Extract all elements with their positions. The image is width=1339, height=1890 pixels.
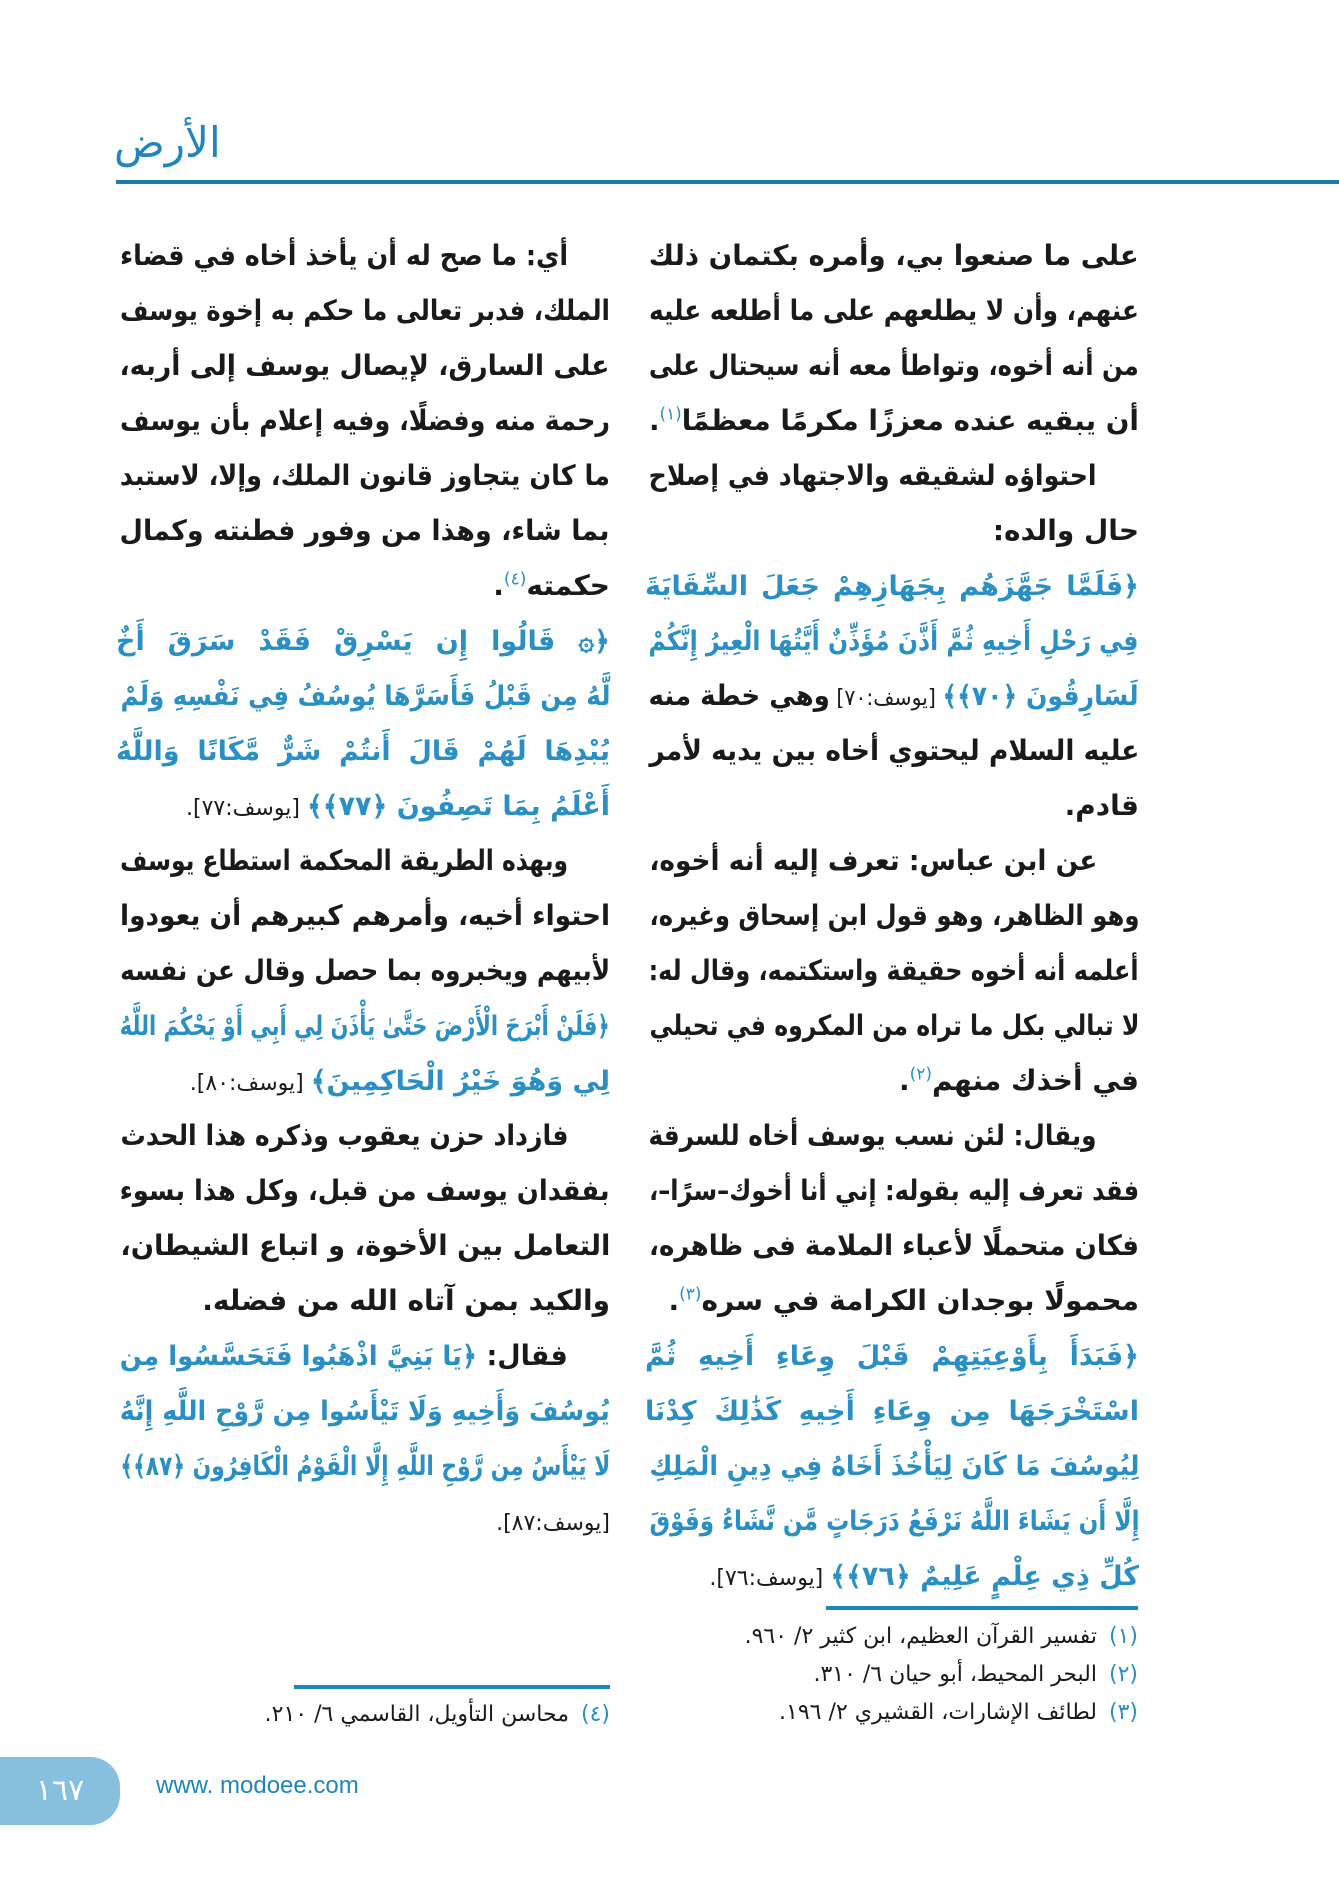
body-text: من أنه أخوه، وتواطأ معه أنه سيحتال على xyxy=(649,349,1139,382)
body-text: . xyxy=(898,1064,910,1097)
line-content xyxy=(649,448,1097,503)
text-line xyxy=(645,228,1139,283)
body-text: فقال: xyxy=(477,1339,568,1372)
text-line xyxy=(645,888,1139,943)
body-text: وهو الظاهر، وهو قول ابن إسحاق وغيره، xyxy=(648,899,1139,932)
quran-text: ﴿يَا بَنِيَّ اذْهَبُوا فَتَحَسَّسُوا مِن xyxy=(119,1341,478,1372)
line-content xyxy=(649,1438,1139,1494)
body-text: بفقدان يوسف من قبل، وكل هذا بسوء xyxy=(119,1174,610,1207)
text-line xyxy=(645,283,1139,338)
text-line xyxy=(116,503,610,558)
text-line xyxy=(116,558,610,613)
text-line xyxy=(645,1108,1139,1163)
footnote xyxy=(116,1696,610,1734)
body-text: محمولًا بوجدان الكرامة في سره xyxy=(701,1284,1139,1317)
text-line xyxy=(116,1493,610,1548)
quran-text: لَا يَيْأَسُ مِن رَّوْحِ اللَّهِ إِلَّا الْقَوْمُ الْكَافِرُونَ ﴿٨٧﴾﴾ xyxy=(119,1451,610,1482)
body-text: أعلمه أنه أخوه حقيقة واستكتمه، وقال له: xyxy=(649,954,1139,987)
text-line xyxy=(645,558,1139,613)
footnote-number: (٢) xyxy=(1108,1662,1138,1687)
line-content xyxy=(120,668,610,724)
footnote-number: (٤) xyxy=(580,1702,610,1727)
body-text: في أخذك منهم xyxy=(932,1064,1139,1097)
quran-text: كُلِّ ذِي عِلْمٍ عَلِيمٌ ﴿٧٦﴾﴾ xyxy=(830,1561,1139,1592)
text-line xyxy=(116,833,610,888)
footnote-text: تفسير القرآن العظيم، ابن كثير ٢/ ٩٦٠. xyxy=(744,1624,1097,1649)
footnote-text: البحر المحيط، أبو حيان ٦/ ٣١٠. xyxy=(813,1662,1097,1687)
body-text: عنهم، وأن لا يطلعهم على ما أطلعه عليه xyxy=(649,294,1139,327)
text-line xyxy=(116,1108,610,1163)
body-text: . xyxy=(668,1284,680,1317)
text-line xyxy=(645,943,1139,998)
text-line xyxy=(645,1163,1139,1218)
body-text: التعامل بين الأخوة، و اتباع الشيطان، xyxy=(119,1229,610,1262)
footnote-marker: (١) xyxy=(659,404,682,425)
footnote-separator xyxy=(294,1685,610,1689)
page-title: الأرض xyxy=(114,118,221,167)
line-content xyxy=(649,998,1139,1053)
quran-text: لَّهُ مِن قَبْلُ فَأَسَرَّهَا يُوسُفُ فِي نَفْسِهِ وَلَمْ xyxy=(120,681,610,712)
footnote-marker: (٣) xyxy=(679,1284,702,1305)
text-line xyxy=(645,778,1139,833)
line-content xyxy=(649,668,1139,726)
body-text: على ما صنعوا بي، وأمره بكتمان ذلك xyxy=(649,239,1139,272)
line-content xyxy=(649,833,1097,888)
footnote xyxy=(640,1618,1138,1656)
quran-verse-line xyxy=(645,1438,1139,1493)
body-text: والكيد بمن آتاه الله من فضله. xyxy=(202,1284,610,1317)
website-link[interactable]: www. modoee.com xyxy=(156,1772,359,1799)
body-text: . xyxy=(649,404,660,437)
text-line xyxy=(645,1053,1139,1108)
line-content xyxy=(649,723,1139,778)
line-content xyxy=(120,283,610,338)
line-content xyxy=(120,1383,610,1439)
body-text: حال والده: xyxy=(992,514,1139,547)
text-line xyxy=(645,613,1139,668)
line-content xyxy=(120,1438,610,1494)
footnote-text: لطائف الإشارات، القشيري ٢/ ١٩٦. xyxy=(779,1700,1097,1725)
body-text: حكمته xyxy=(526,569,610,602)
body-text: على السارق، لإيصال يوسف إلى أربه، xyxy=(119,349,610,382)
quran-verse-line xyxy=(645,1328,1139,1383)
body-text: لا تبالي بكل ما تراه من المكروه في تحيلي xyxy=(649,1009,1139,1042)
verse-reference: [يوسف:٨٠]. xyxy=(189,1071,311,1096)
line-content xyxy=(649,1218,1139,1273)
quran-text: ﴿۞ قَالُوا إِن يَسْرِقْ فَقَدْ سَرَقَ أَخٌ xyxy=(116,626,610,657)
quran-text: لِيُوسُفَ مَا كَانَ لِيَأْخُذَ أَخَاهُ فِي دِينِ الْمَلِكِ xyxy=(649,1451,1139,1482)
quran-text: أَعْلَمُ بِمَا تَصِفُونَ ﴿٧٧﴾﴾ xyxy=(306,791,610,822)
line-content xyxy=(120,1163,610,1218)
text-line xyxy=(645,998,1139,1053)
verse-reference: [يوسف:٧٠] xyxy=(830,686,943,711)
body-text: أي: ما صح له أن يأخذ أخاه في قضاء xyxy=(120,239,568,272)
quran-verse-line xyxy=(116,778,610,833)
body-text: بما شاء، وهذا من وفور فطنته وكمال xyxy=(120,514,610,547)
body-text: رحمة منه وفضلًا، وفيه إعلام بأن يوسف xyxy=(120,404,610,437)
right-column xyxy=(645,228,1139,1603)
footnote-marker: (٤) xyxy=(503,569,527,590)
quran-verse-line xyxy=(116,723,610,778)
left-column xyxy=(116,228,610,1548)
line-content xyxy=(120,503,610,558)
line-content xyxy=(649,888,1139,943)
line-content xyxy=(120,1108,568,1163)
body-text: احتواء أخيه، وأمرهم كبيرهم أن يعودوا xyxy=(120,899,610,932)
footnote-number: (٣) xyxy=(1108,1700,1138,1725)
line-content xyxy=(120,833,568,888)
text-line xyxy=(645,833,1139,888)
quran-text: لِي وَهُوَ خَيْرُ الْحَاكِمِينَ﴾ xyxy=(310,1066,610,1097)
text-line xyxy=(645,668,1139,723)
body-text: وهي خطة منه xyxy=(649,679,831,712)
text-line xyxy=(116,1328,610,1383)
footnote-text: محاسن التأويل، القاسمي ٦/ ٢١٠. xyxy=(264,1702,569,1727)
footnote-separator xyxy=(826,1606,1138,1610)
line-content xyxy=(649,1108,1097,1163)
footnote xyxy=(640,1694,1138,1732)
quran-verse-line xyxy=(116,1053,610,1108)
body-text: لأبيهم ويخبروه بما حصل وقال عن نفسه xyxy=(120,954,610,987)
quran-verse-line xyxy=(645,1493,1139,1548)
footnote xyxy=(640,1656,1138,1694)
body-text: . xyxy=(493,569,504,602)
text-line xyxy=(116,1383,610,1438)
footnotes-right xyxy=(640,1618,1138,1732)
quran-text: اسْتَخْرَجَهَا مِن وِعَاءِ أَخِيهِ كَذَٰلِكَ كِدْنَا xyxy=(645,1396,1139,1427)
body-text: عن ابن عباس: تعرف إليه أنه أخوه، xyxy=(648,844,1097,877)
text-line xyxy=(645,503,1139,558)
text-line xyxy=(645,338,1139,393)
line-content xyxy=(120,228,568,283)
body-text: فقد تعرف إليه بقوله: إني أنا أخوك–سرًا–، xyxy=(649,1174,1139,1207)
line-content xyxy=(120,998,610,1054)
line-content xyxy=(120,393,610,448)
line-content xyxy=(120,1328,568,1384)
quran-verse-line xyxy=(645,1383,1139,1438)
text-line xyxy=(645,393,1139,448)
body-text: الملك، فدبر تعالى ما حكم به إخوة يوسف xyxy=(119,294,610,327)
body-text: عليه السلام ليحتوي أخاه بين يديه لأمر xyxy=(648,734,1139,767)
body-text: أن يبقيه عنده معززًا مكرمًا معظمًا xyxy=(681,404,1139,437)
line-content xyxy=(649,943,1139,998)
line-content xyxy=(120,338,610,393)
text-line xyxy=(116,393,610,448)
header-rule xyxy=(116,180,1339,184)
quran-text: ﴿فَبَدَأَ بِأَوْعِيَتِهِمْ قَبْلَ وِعَاءِ أَخِيهِ ثُمَّ xyxy=(645,1341,1139,1372)
text-line xyxy=(645,1273,1139,1328)
line-content xyxy=(649,338,1139,393)
text-line xyxy=(116,448,610,503)
text-line xyxy=(116,1438,610,1493)
body-text: ما كان يتجاوز قانون الملك، وإلا، لاستبد xyxy=(119,459,610,492)
verse-reference: [يوسف:٧٧]. xyxy=(186,796,307,821)
line-content xyxy=(120,888,610,943)
body-text: قادم. xyxy=(1064,789,1139,822)
quran-text: ﴿فَلَمَّا جَهَّزَهُم بِجَهَازِهِمْ جَعَلَ السِّقَايَةَ xyxy=(645,571,1139,602)
quran-text: يُوسُفَ وَأَخِيهِ وَلَا تَيْأَسُوا مِن رَّوْحِ اللَّهِ إِنَّهُ xyxy=(119,1396,610,1427)
quran-verse-line xyxy=(116,613,610,668)
quran-text: إِلَّا أَن يَشَاءَ اللَّهُ نَرْفَعُ دَرَجَاتٍ مَّن نَّشَاءُ وَفَوْقَ xyxy=(649,1506,1139,1537)
line-content xyxy=(649,1163,1139,1218)
quran-verse-line xyxy=(116,668,610,723)
text-line xyxy=(116,283,610,338)
verse-reference: [يوسف:٧٦]. xyxy=(709,1566,831,1591)
text-line xyxy=(645,1218,1139,1273)
verse-reference: [يوسف:٨٧]. xyxy=(496,1511,610,1536)
footnotes-left xyxy=(116,1696,610,1734)
text-line xyxy=(116,338,610,393)
text-line xyxy=(116,943,610,998)
body-text: وبهذه الطريقة المحكمة استطاع يوسف xyxy=(119,844,568,877)
text-line xyxy=(645,723,1139,778)
text-line xyxy=(116,228,610,283)
text-line xyxy=(116,888,610,943)
quran-text: فِي رَحْلِ أَخِيهِ ثُمَّ أَذَّنَ مُؤَذِّنٌ أَيَّتُهَا الْعِيرُ إِنَّكُمْ xyxy=(648,626,1139,657)
line-content xyxy=(649,228,1139,283)
quran-text: لَسَارِقُونَ ﴿٧٠﴾﴾ xyxy=(942,681,1139,712)
line-content xyxy=(120,1218,610,1273)
line-content xyxy=(120,448,610,503)
body-text: ويقال: لئن نسب يوسف أخاه للسرقة xyxy=(648,1119,1097,1152)
body-text: فازداد حزن يعقوب وذكره هذا الحدث xyxy=(120,1119,568,1152)
text-line xyxy=(116,1273,610,1328)
text-line xyxy=(645,448,1139,503)
quran-text: يُبْدِهَا لَهُمْ قَالَ أَنتُمْ شَرٌّ مَّكَانًا وَاللَّهُ xyxy=(116,736,610,767)
quran-verse-line xyxy=(645,1548,1139,1603)
line-content xyxy=(649,1493,1139,1549)
text-line xyxy=(116,1163,610,1218)
footnote-number: (١) xyxy=(1108,1624,1138,1649)
footnote-marker: (٢) xyxy=(909,1064,933,1085)
text-line xyxy=(116,1218,610,1273)
line-content xyxy=(649,613,1139,669)
page-number: ١٦٧ xyxy=(0,1757,120,1825)
line-content xyxy=(120,943,610,998)
quran-verse-line xyxy=(116,998,610,1053)
quran-text: ﴿فَلَنْ أَبْرَحَ الْأَرْضَ حَتَّىٰ يَأْذَنَ لِي أَبِي أَوْ يَحْكُمَ اللَّهُ xyxy=(120,1011,610,1042)
body-text: فكان متحملًا لأعباء الملامة فى ظاهره، xyxy=(649,1229,1139,1262)
body-text: احتواؤه لشقيقه والاجتهاد في إصلاح xyxy=(649,459,1097,492)
line-content xyxy=(649,393,1139,448)
line-content xyxy=(649,283,1139,338)
